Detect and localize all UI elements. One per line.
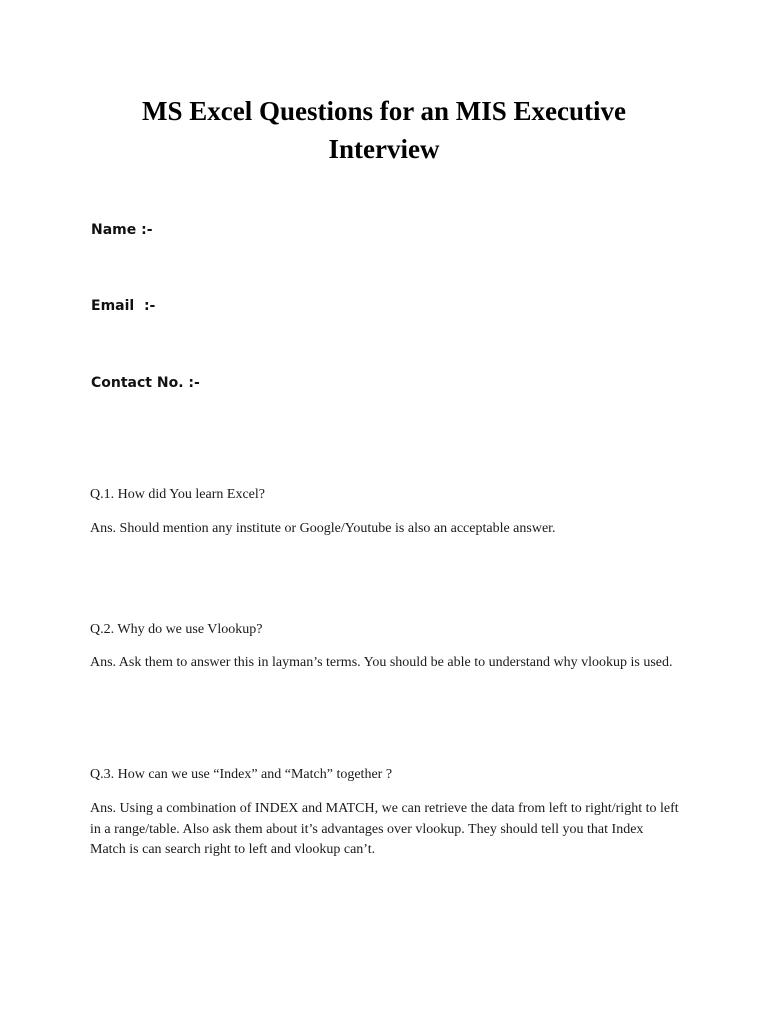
question-2: Q.2. Why do we use Vlookup? (90, 622, 263, 637)
question-1: Q.1. How did You learn Excel? (90, 487, 265, 502)
name-field-label: Name :- (91, 222, 153, 238)
answer-1: Ans. Should mention any institute or Google/Youtube is also an acceptable answer. (90, 521, 556, 536)
question-3: Q.3. How can we use “Index” and “Match” together ? (90, 767, 393, 782)
document-title: MS Excel Questions for an MIS Executive Interview (142, 96, 626, 164)
answer-2: Ans. Ask them to answer this in layman’s terms. You should be able to understand why vlookup is used. (90, 655, 673, 670)
email-field-label: Email :- (91, 298, 156, 314)
answer-3: Ans. Using a combination of INDEX and MATCH, we can retrieve the data from left to right/right to left in a range/table. Also ask them about it’s advantages over vlookup. They should tell you that Index Match is can search right to left and vlookup can’t. (90, 801, 679, 857)
contact-field-label: Contact No. :- (91, 375, 200, 391)
